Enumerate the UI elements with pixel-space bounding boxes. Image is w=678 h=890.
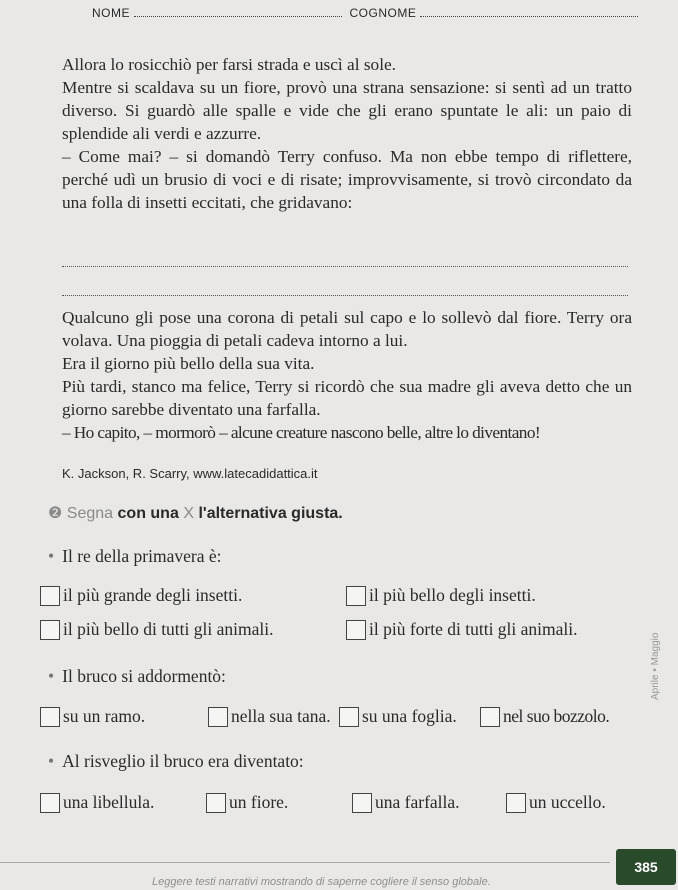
- answer-line-2[interactable]: [62, 295, 628, 296]
- x-mark: X: [183, 505, 194, 522]
- story-paragraph: Mentre si scaldava su un fiore, provò una strana sensazione: si sentì ad un tratto diverso. Si guardò alle spalle e vide che gli erano spuntate le ali: un paio di splendide ali verdi e azzurre.: [62, 78, 632, 143]
- side-label: Aprile • Maggio: [650, 632, 661, 700]
- footer-divider: [0, 862, 610, 863]
- question-text: Il bruco si addormentò:: [62, 666, 226, 686]
- exercise-title: [48, 503, 343, 523]
- answer-line-1[interactable]: [62, 266, 628, 267]
- option[interactable]: il più bello di tutti gli animali.: [40, 619, 273, 640]
- name-header: [92, 6, 638, 20]
- story-paragraph: Qualcuno gli pose una corona di petali sul capo e lo sollevò dal fiore. Terry ora volava. Una pioggia di petali cadeva intorno a lui.: [62, 308, 632, 350]
- checkbox[interactable]: [346, 586, 366, 606]
- checkbox[interactable]: [208, 707, 228, 727]
- option[interactable]: una farfalla.: [352, 792, 460, 813]
- checkbox[interactable]: [40, 793, 60, 813]
- bullet-icon: •: [48, 666, 55, 686]
- option[interactable]: un fiore.: [206, 792, 288, 813]
- credit: K. Jackson, R. Scarry, www.latecadidattica.it: [62, 466, 318, 481]
- exercise-number: ❷: [48, 505, 63, 522]
- story-paragraph: – Ho capito, – mormorò – alcune creature nascono belle, altre lo diventano!: [62, 423, 541, 442]
- option[interactable]: il più forte di tutti gli animali.: [346, 619, 578, 640]
- nome-field[interactable]: [134, 6, 342, 17]
- checkbox[interactable]: [40, 620, 60, 640]
- checkbox[interactable]: [346, 620, 366, 640]
- checkbox[interactable]: [206, 793, 226, 813]
- page-number: 385: [616, 849, 676, 885]
- story-paragraph: – Come mai? – si domandò Terry confuso. Ma non ebbe tempo di riflettere, perché udì un brusio di voci e di risate; improvvisamente, si trovò circondato da una folla di insetti eccitati, che gridavano:: [62, 147, 632, 212]
- checkbox[interactable]: [339, 707, 359, 727]
- option[interactable]: su un ramo.: [40, 706, 145, 727]
- option[interactable]: il più grande degli insetti.: [40, 585, 242, 606]
- option[interactable]: nella sua tana.: [208, 706, 331, 727]
- checkbox[interactable]: [40, 586, 60, 606]
- story-part-2: [62, 306, 632, 444]
- bullet-icon: •: [48, 546, 55, 566]
- question-text: Il re della primavera è:: [62, 546, 222, 566]
- exercise-segna: Segna: [66, 505, 114, 522]
- checkbox[interactable]: [352, 793, 372, 813]
- nome-label: NOME: [92, 6, 130, 20]
- footer-text: Leggere testi narrativi mostrando di saperne cogliere il senso globale.: [152, 876, 491, 888]
- question-text: Al risveglio il bruco era diventato:: [62, 751, 304, 771]
- checkbox[interactable]: [480, 707, 500, 727]
- checkbox[interactable]: [506, 793, 526, 813]
- option[interactable]: un uccello.: [506, 792, 606, 813]
- story-paragraph: Più tardi, stanco ma felice, Terry si ricordò che sua madre gli aveva detto che un giorno sarebbe diventato una farfalla.: [62, 377, 632, 419]
- option[interactable]: su una foglia.: [339, 706, 457, 727]
- exercise-instruction: l'alternativa giusta.: [198, 505, 343, 522]
- checkbox[interactable]: [40, 707, 60, 727]
- story-paragraph: Era il giorno più bello della sua vita.: [62, 354, 315, 373]
- cognome-label: COGNOME: [349, 6, 417, 20]
- question-1: [48, 546, 222, 567]
- bullet-icon: •: [48, 751, 55, 771]
- story-part-1: [62, 53, 632, 214]
- cognome-field[interactable]: [420, 6, 638, 17]
- option[interactable]: il più bello degli insetti.: [346, 585, 536, 606]
- option[interactable]: una libellula.: [40, 792, 154, 813]
- question-3: [48, 751, 304, 772]
- exercise-con-una: con una: [117, 505, 179, 522]
- story-paragraph: Allora lo rosicchiò per farsi strada e uscì al sole.: [62, 55, 396, 74]
- question-2: [48, 666, 226, 687]
- option[interactable]: nel suo bozzolo.: [480, 706, 609, 727]
